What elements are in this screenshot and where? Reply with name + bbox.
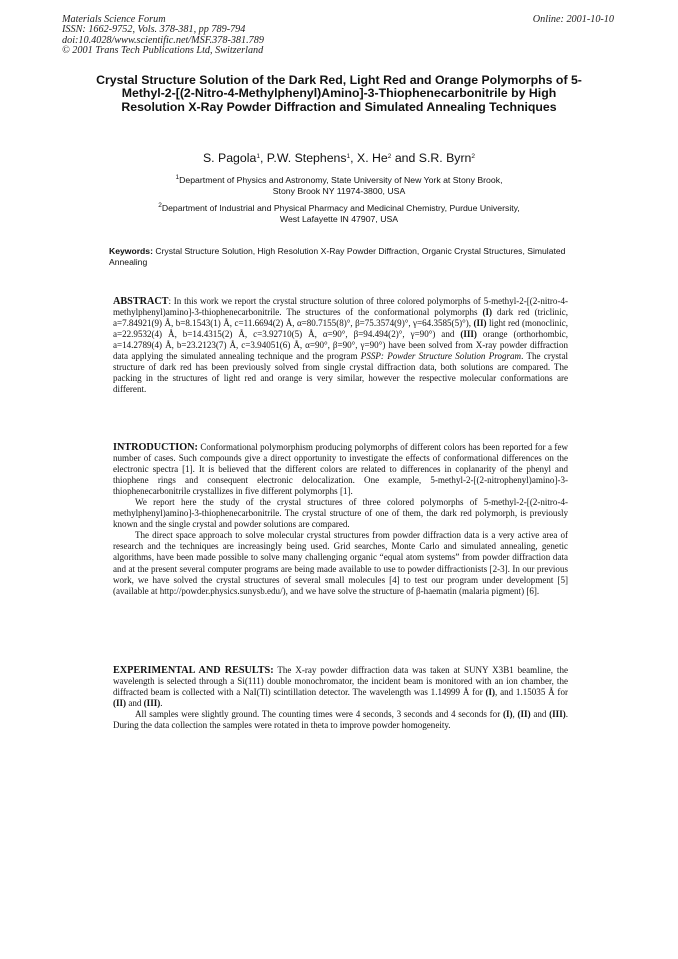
experimental-paragraph <box>113 665 568 709</box>
author-separator: , <box>259 151 267 165</box>
experimental-text: The X-ray powder diffraction data was taken at SUNY X3B1 beamline, the wavelength is selected through a Si(111) double monochromator, the incident beam is monitored with an ion chamber, the diffracted beam is collected with a NaI(Tl) scintillation detector. The wavelength was 1.14999 Å for <box>113 665 568 698</box>
polymorph-label: (II) <box>473 318 487 329</box>
author-name: S. Pagola <box>202 151 257 165</box>
keywords <box>109 246 579 268</box>
keywords-label: Keywords: <box>109 246 153 256</box>
author-name: P.W. Stephens <box>266 151 347 165</box>
introduction-heading: INTRODUCTION: <box>113 442 198 453</box>
abstract-paragraph <box>113 296 568 395</box>
author-affiliation-mark: 1 <box>256 153 260 160</box>
experimental-text: . <box>160 698 163 709</box>
online-date: Online: 2001-10-10 <box>532 14 614 25</box>
abstract-text: dark red (triclinic, a=7.84921(9) Å, b=8.1543(1) Å, c=11.6694(2) Å, α=80.7155(8)°, β=75.3574(9)°, γ=64.3585(5)°), <box>113 307 568 329</box>
abstract-text: light red (monoclinic, a=22.9532(4) Å, b=14.4315(2) Å, c=3.92710(5) Å, α=90°, β=94.494(2)°, γ=90°) and <box>113 318 568 340</box>
author-separator: , <box>350 151 358 165</box>
author-affiliation-mark: 1 <box>346 153 351 160</box>
intro-paragraph: The direct space approach to solve molecular crystal structures from powder diffraction data is a very active area of research and the techniques are increasingly being used. Grid searches, Monte Carlo and simulated annealing, genetic algorithms, have been made possible to solve many challenging organic “equal atom systems” from powder diffraction data and at the present several computer programs are being made available to use to powder diffractionists [2-3]. In our previous work, we have solved the crystal structures of several small molecules [4] to test our program under development [5] (available at http://powder.physics.sunysb.edu/), and we have solve the structure of β-haematin (malaria pigment) [6]. <box>113 530 568 596</box>
intro-paragraph <box>113 442 568 497</box>
polymorph-label: (II) <box>517 709 531 720</box>
journal-name: Materials Science Forum <box>62 14 166 25</box>
polymorph-label: (I) <box>482 307 493 318</box>
abstract-text: : In this work we report the crystal structure solution of three colored polymorphs of 5-methyl-2-[(2-nitro-4-methylphenyl)amino]-3-thiophenecarbonitrile. The structures of the conformational polymorphs <box>113 296 568 318</box>
author-name: X. He <box>357 151 388 165</box>
polymorph-label: (II) <box>113 698 127 709</box>
abstract-text: orange (orthorhombic, a=14.2789(4) Å, b=23.2123(7) Å, c=3.94051(6) Å, α=90°, β=90°, γ=90°) have been solved from X-ray powder diffraction data applying the simulated annealing technique and the program <box>113 329 568 362</box>
experimental-heading: EXPERIMENTAL AND RESULTS: <box>113 665 274 676</box>
author-affiliation-mark: 2 <box>471 153 476 160</box>
affiliation-line: Department of Industrial and Physical Pharmacy and Medicinal Chemistry, Purdue University, <box>161 203 520 213</box>
affiliation-1 <box>96 175 582 197</box>
doi-line: doi:10.4028/www.scientific.net/MSF.378-381.789 <box>62 34 264 46</box>
experimental-section <box>113 665 568 731</box>
author-affiliation-mark: 2 <box>387 153 392 160</box>
author-name: S.R. Byrn <box>418 151 472 165</box>
journal-header <box>62 15 264 56</box>
abstract-section <box>113 296 568 395</box>
affiliation-mark: 1 <box>175 174 180 181</box>
experimental-text: and <box>126 698 144 709</box>
program-name: PSSP: Powder Structure Solution Program <box>360 351 522 362</box>
abstract-heading: ABSTRACT <box>113 296 169 307</box>
polymorph-label: (I) <box>485 687 496 698</box>
affiliation-mark: 2 <box>158 202 162 209</box>
experimental-text: All samples were slightly ground. The counting times were 4 seconds, 3 seconds and 4 seconds for <box>135 709 503 720</box>
intro-paragraph: We report here the study of the crystal structures of three colored polymorphs of 5-methyl-2-[(2-nitro-4-methylphenyl)amino]-3-thiophenecarbonitrile. The crystal structure of one of them, the dark red polymorph, is previously known and the single crystal and powder solutions are compared. <box>113 497 568 530</box>
experimental-text: , and 1.15035 Å for <box>495 687 568 698</box>
author-list <box>80 151 598 165</box>
affiliation-2 <box>96 203 582 225</box>
experimental-text: . During the data collection the samples were rotated in theta to improve powder homogeneity. <box>113 709 568 731</box>
polymorph-label: (III) <box>143 698 161 709</box>
author-separator: and <box>391 151 419 165</box>
affiliation-line: Department of Physics and Astronomy, State University of New York at Stony Brook, <box>179 175 503 185</box>
polymorph-label: (III) <box>460 329 477 340</box>
introduction-section <box>113 442 568 597</box>
issn-line: ISSN: 1662-9752, Vols. 378-381, pp 789-794 <box>62 24 246 36</box>
polymorph-label: (III) <box>549 709 566 720</box>
experimental-text: , <box>512 709 518 720</box>
copyright-line: © 2001 Trans Tech Publications Ltd, Switzerland <box>62 44 264 56</box>
experimental-paragraph <box>113 709 568 731</box>
polymorph-label: (I) <box>502 709 513 720</box>
intro-text: Conformational polymorphism producing polymorphs of different colors has been reported for a few number of cases. Such compounds give a direct opportunity to investigate the effects of conformational differences on the electronic spectra [1]. It is believed that the different colors are related to differences in coplanarity of the phenyl and thiophene rings and consequent electronic delocalization. One example, 5-methyl-2-[(2-nitrophenyl)amino]-3-thiophenecarbonitrile crystallizes in five different polymorphs [1]. <box>113 442 568 497</box>
abstract-text: . The crystal structure of dark red has been previously solved from single crystal diffraction data, both solutions are compared. The packing in the structures of light red and orange is very similar, however the respective molecular conformations are different. <box>113 351 568 395</box>
affiliation-line: West Lafayette IN 47907, USA <box>279 214 399 225</box>
keywords-text: Crystal Structure Solution, High Resolution X-Ray Powder Diffraction, Organic Crystal Structures, Simulated Annealing <box>109 246 566 268</box>
experimental-text: and <box>530 709 550 720</box>
affiliation-line: Stony Brook NY 11974-3800, USA <box>272 186 406 197</box>
paper-title: Crystal Structure Solution of the Dark Red, Light Red and Orange Polymorphs of 5-Methyl-2-[(2-Nitro-4-Methylphenyl)Amino]-3-Thiophenecarbonitrile by High Resolution X-Ray Powder Diffraction and Simulated Annealing Techniques <box>96 73 582 114</box>
